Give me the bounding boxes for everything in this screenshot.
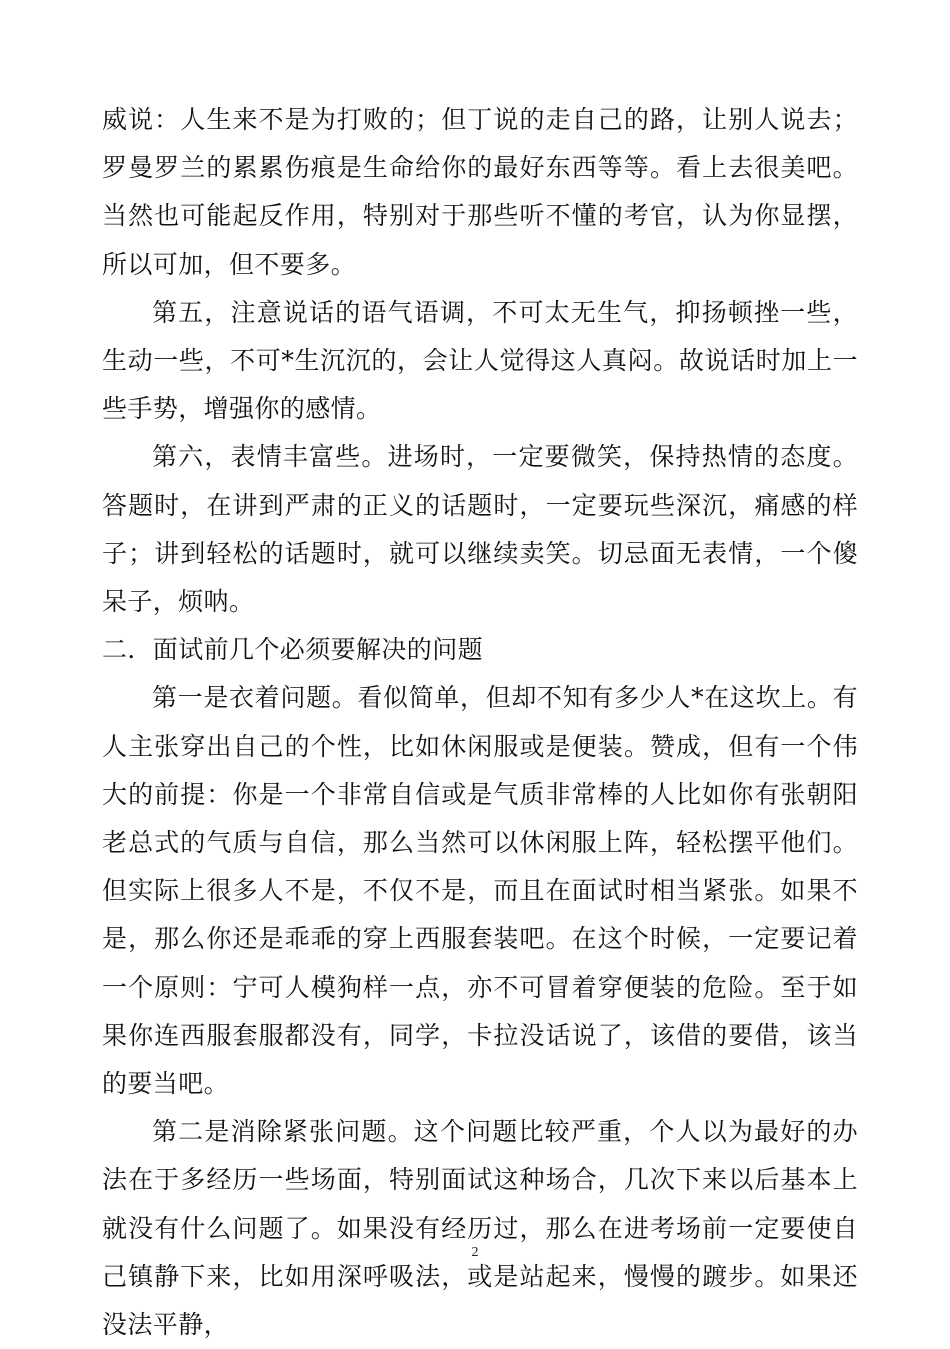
paragraph-fifth-tone: 第五，注意说话的语气语调，不可太无生气，抑扬顿挫一些，生动一些，不可*生沉沉的，会让人觉得这人真闷。故说话时加上一些手势，增强你的感情。	[102, 297, 858, 424]
section-heading: 二．面试前几个必须要解决的问题	[102, 635, 484, 665]
paragraph-sixth-expression: 第六，表情丰富些。进场时，一定要微笑，保持热情的态度。答题时，在讲到严肃的正义的话题时，一定要玩些深沉，痛感的样子；讲到轻松的话题时，就可以继续卖笑。切忌面无表情，一个傻呆子，烦呐。	[102, 442, 858, 617]
page-number: 2	[471, 1245, 479, 1260]
paragraph-second-nervousness: 第二是消除紧张问题。这个问题比较严重，个人以为最好的办法在于多经历一些场面，特别面试这种场合，几次下来以后基本上就没有什么问题了。如果没有经历过，那么在进考场前一定要使自己镇静下来，比如用深呼吸法，或是站起来，慢慢的踱步。如果还没法平静，	[102, 1117, 858, 1340]
document-body	[102, 96, 858, 1349]
paragraph-first-clothing: 第一是衣着问题。看似简单，但却不知有多少人*在这坎上。有人主张穿出自己的个性，比如休闲服或是便装。赞成，但有一个伟大的前提：你是一个非常自信或是气质非常棒的人比如你有张朝阳老总式的气质与自信，那么当然可以休闲服上阵，轻松摆平他们。但实际上很多人不是，不仅不是，而且在面试时相当紧张。如果不是，那么你还是乖乖的穿上西服套装吧。在这个时候，一定要记着一个原则：宁可人模狗样一点，亦不可冒着穿便装的危险。至于如果你连西服套服都没有，同学，卡拉没话说了，该借的要借，该当的要当吧。	[102, 683, 858, 1099]
paragraph-quotes-continuation: 威说：人生来不是为打败的；但丁说的走自己的路，让别人说去；罗曼罗兰的累累伤痕是生命给你的最好东西等等。看上去很美吧。当然也可能起反作用，特别对于那些听不懂的考官，认为你显摆，所以可加，但不要多。	[102, 105, 858, 279]
